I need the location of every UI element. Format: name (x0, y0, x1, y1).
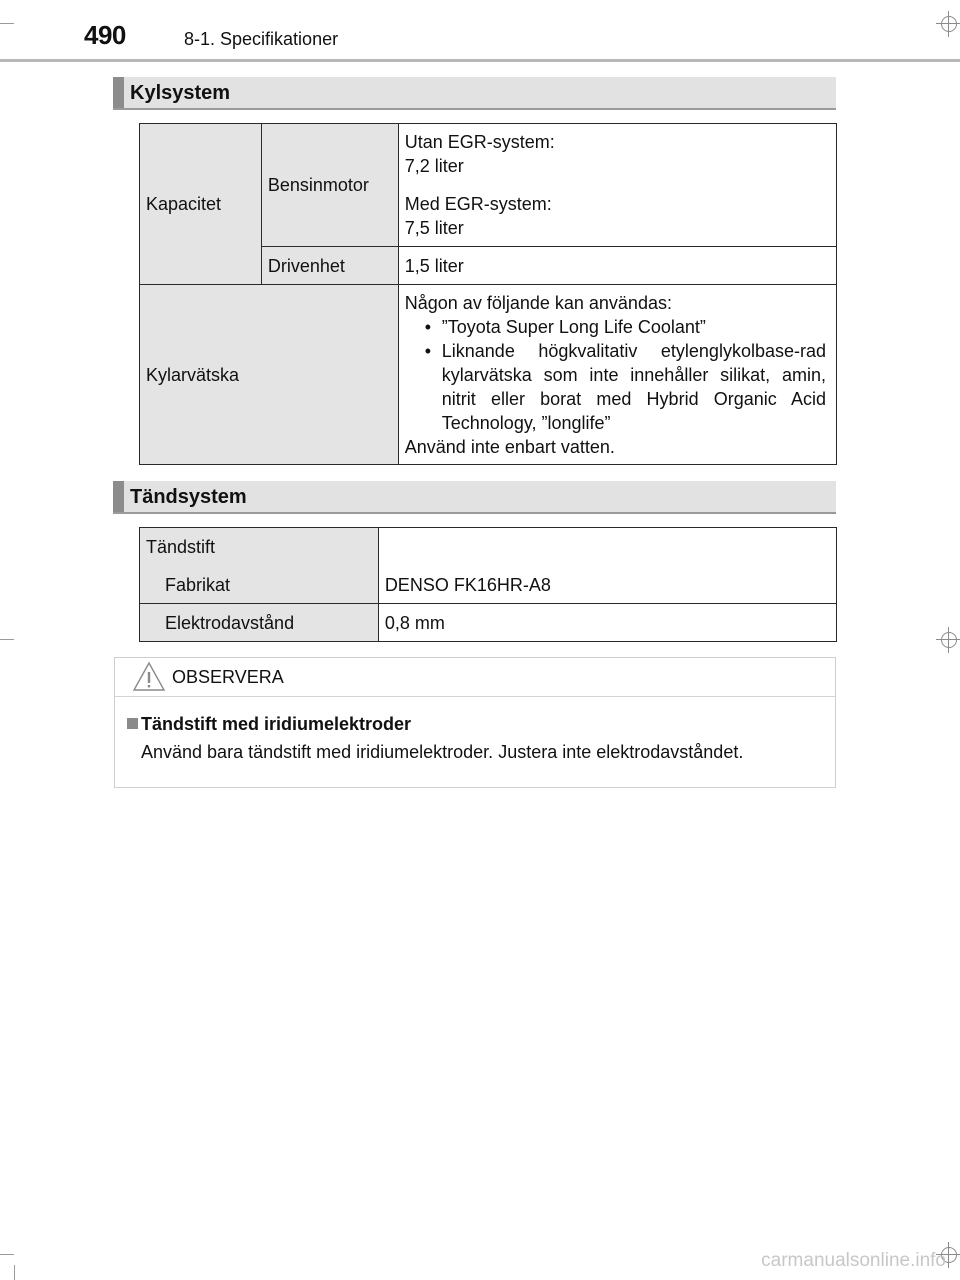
list-item: • Liknande högkvalitativ etylenglykolbase-rad kylarvätska som inte innehåller silikat, amin, nitrit eller borat med Hybrid Organic Acid Technology, ”longlife” (405, 339, 836, 435)
gasoline-capacity-value (398, 124, 836, 247)
cooling-spec-table (139, 123, 837, 465)
gasoline-engine-label: Bensinmotor (261, 124, 398, 247)
crop-mark (14, 1265, 15, 1280)
page-number: 490 (84, 20, 126, 50)
egr-value: 7,5 liter (404, 218, 464, 238)
ignition-spec-table (139, 527, 837, 642)
header-divider (0, 59, 960, 62)
coolant-list (405, 315, 836, 435)
no-egr-value: 7,2 liter (404, 156, 464, 176)
crop-mark (0, 639, 14, 640)
drive-unit-value: 1,5 liter (398, 247, 836, 285)
coolant-intro: Någon av följande kan användas: (404, 292, 672, 313)
no-egr-label: Utan EGR-system: (404, 132, 555, 152)
capacity-label: Kapacitet (140, 124, 262, 285)
make-label: Fabrikat (165, 575, 231, 595)
list-item: • ”Toyota Super Long Life Coolant” (405, 315, 836, 339)
egr-label: Med EGR-system: (404, 194, 552, 214)
section-title: Tändsystem (130, 486, 247, 508)
spark-plug-heading: Tändstift (146, 537, 216, 557)
section-marker (113, 77, 124, 108)
make-value: DENSO FK16HR-A8 (378, 528, 836, 604)
coolant-label: Kylarvätska (140, 285, 399, 465)
notice-header (115, 658, 835, 697)
coolant-value (398, 285, 836, 465)
registration-mark-icon (936, 627, 960, 653)
drive-unit-label: Drivenhet (261, 247, 398, 285)
section-header-ignition (113, 481, 836, 514)
crop-mark (0, 23, 14, 24)
section-header-cooling (113, 77, 836, 110)
section-title: Kylsystem (130, 82, 231, 104)
notice-subtitle: Tändstift med iridiumelektroder (141, 714, 412, 734)
watermark: carmanualsonline.info (761, 1250, 946, 1271)
registration-mark-icon (936, 11, 960, 37)
section-marker (113, 481, 124, 512)
electrode-gap-label: Elektrodavstånd (140, 604, 379, 642)
square-bullet-icon (127, 718, 138, 729)
chapter-title: 8-1. Specifikationer (184, 29, 339, 49)
warning-triangle-icon (132, 660, 166, 693)
spark-plug-label (140, 528, 379, 604)
notice-box (114, 657, 836, 788)
electrode-gap-value: 0,8 mm (378, 604, 836, 642)
notice-text: Använd bara tändstift med iridiumelektroder. Justera inte elektrodavståndet. (141, 742, 744, 762)
crop-mark (0, 1254, 14, 1255)
coolant-note: Använd inte enbart vatten. (404, 436, 615, 457)
notice-label: OBSERVERA (172, 667, 284, 687)
